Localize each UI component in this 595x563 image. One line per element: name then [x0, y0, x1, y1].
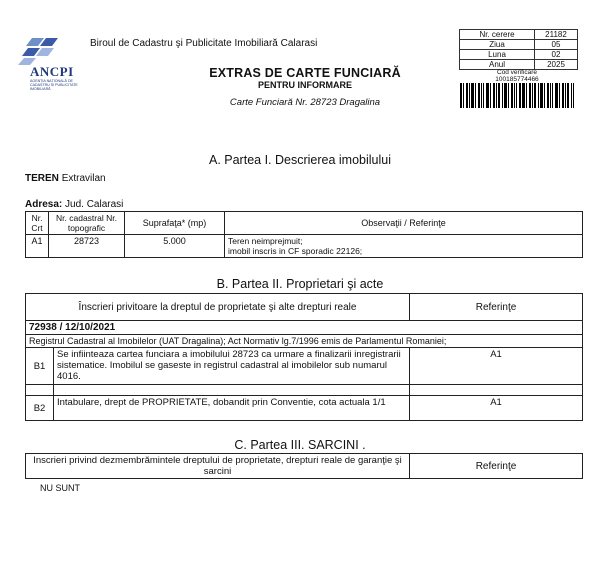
header-nr-cadastral: Nr. cadastral Nr. topografic: [49, 212, 125, 235]
sarcini-value: NU SUNT: [40, 483, 80, 493]
part-a-table: [25, 211, 583, 258]
document-subtitle: PENTRU INFORMARE: [258, 80, 352, 90]
part-c-table: [25, 453, 583, 479]
teren-value: Extravilan: [61, 173, 106, 184]
table-row: [26, 348, 583, 385]
document-title: EXTRAS DE CARTE FUNCIARĂ: [209, 66, 401, 80]
meta-row: [460, 30, 578, 40]
header-sarcini: Inscrieri privind dezmembrămintele dreptului de proprietate, drepturi reale de garanţie şi sarcini: [26, 454, 410, 479]
cell-nr: A1: [26, 235, 49, 258]
part-c-title: C. Partea III. SARCINI .: [234, 438, 366, 452]
meta-label: Nr. cerere: [460, 30, 535, 40]
header-suprafata: Suprafaţa* (mp): [125, 212, 225, 235]
part-b-table: [25, 293, 583, 421]
cell-cadastral: 28723: [49, 235, 125, 258]
header-referinte: Referinţe: [410, 294, 583, 321]
table-row: [26, 321, 583, 335]
header-nr-crt: Nr. Crt: [26, 212, 49, 235]
meta-row: [460, 60, 578, 70]
teren-label: TEREN: [25, 173, 59, 184]
carte-funciara-number: Carte Funciară Nr. 28723 Dragalina: [229, 97, 381, 108]
header-referinte: Referinţe: [410, 454, 583, 479]
obs-line-2: imobil inscris in CF sporadic 22126;: [228, 246, 363, 256]
verification-code-value: 100185774466: [495, 76, 539, 83]
entry-ref: A1: [410, 396, 583, 421]
meta-value: 02: [535, 50, 578, 60]
adresa-line: [25, 199, 123, 210]
spacer-cell: [26, 385, 54, 396]
verification-code: [459, 69, 575, 83]
header-observatii: Observaţii / Referinţe: [225, 212, 583, 235]
spacer-cell: [54, 385, 410, 396]
header-inscrieri: Înscrieri privitoare la dreptul de proprietate şi alte drepturi reale: [26, 294, 410, 321]
meta-label: Ziua: [460, 40, 535, 50]
cell-suprafata: 5.000: [125, 235, 225, 258]
meta-value: 2025: [535, 60, 578, 70]
entry-text: Se infiinteaza cartea funciara a imobilului 28723 ca urmare a finalizarii inregistrarii sistematice. Imobilul se gaseste in registrul cadastral al imobilelor sub numarul 4016.: [54, 348, 410, 385]
part-b-title: B. Partea II. Proprietari şi acte: [216, 277, 384, 291]
request-meta-table: [459, 29, 578, 70]
meta-label: Anul: [460, 60, 535, 70]
cell-observatii: [225, 235, 583, 258]
meta-value: 21182: [535, 30, 578, 40]
table-header-row: [26, 212, 583, 235]
meta-label: Luna: [460, 50, 535, 60]
teren-line: [25, 173, 106, 184]
spacer-row: [26, 385, 583, 396]
entry-nr: B2: [26, 396, 54, 421]
adresa-label: Adresa:: [25, 199, 63, 210]
table-header-row: [26, 294, 583, 321]
table-row: [26, 335, 583, 348]
meta-value: 05: [535, 40, 578, 50]
obs-line-1: Teren neimprejmuit;: [228, 236, 303, 246]
table-row: [26, 235, 583, 258]
act-description: Registrul Cadastral al Imobilelor (UAT Dragalina); Act Normativ lg.7/1996 emis de Parlamentul Romaniei;: [26, 335, 583, 348]
entry-ref: A1: [410, 348, 583, 385]
office-name: Biroul de Cadastru şi Publicitate Imobiliară Calarasi: [90, 38, 318, 49]
barcode-icon: [460, 83, 574, 108]
part-a-title: A. Partea I. Descrierea imobilului: [208, 153, 392, 167]
logo-text: ANCPI: [30, 64, 74, 79]
table-row: [26, 396, 583, 421]
adresa-value: Jud. Calarasi: [65, 199, 124, 210]
act-number: 72938 / 12/10/2021: [26, 321, 583, 335]
logo-subtext: AGENȚIA NAȚIONALĂ DE CADASTRU ȘI PUBLICITATE IMOBILIARĂ: [30, 79, 78, 92]
verification-code-label: Cod verificare: [496, 69, 538, 76]
meta-row: [460, 50, 578, 60]
table-header-row: [26, 454, 583, 479]
entry-text: Intabulare, drept de PROPRIETATE, dobandit prin Conventie, cota actuala 1/1: [54, 396, 410, 421]
spacer-cell: [410, 385, 583, 396]
entry-nr: B1: [26, 348, 54, 385]
meta-row: [460, 40, 578, 50]
